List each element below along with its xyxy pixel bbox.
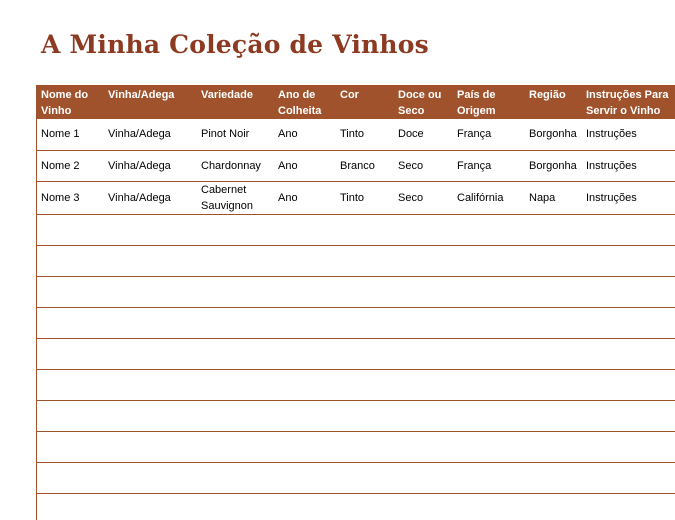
table-cell[interactable]: Tinto	[340, 191, 365, 204]
empty-table-row[interactable]	[37, 462, 675, 493]
table-cell[interactable]: Nome 2	[41, 159, 80, 172]
header-vineyard: Vinha/Adega	[108, 89, 175, 101]
table-cell[interactable]: Vinha/Adega	[108, 128, 171, 141]
table-cell[interactable]: Instruções	[586, 191, 637, 204]
table-cell[interactable]: França	[457, 128, 492, 141]
table-cell[interactable]: Nome 1	[41, 128, 80, 141]
header-row	[37, 85, 675, 119]
header-vintage-year: Ano de Colheita	[278, 89, 322, 117]
table-cell[interactable]: Pinot Noir	[201, 128, 250, 141]
table-row	[37, 150, 675, 181]
header-region: Região	[529, 89, 566, 101]
header-variety: Variedade	[201, 89, 253, 101]
table-row	[37, 181, 675, 214]
table-cell[interactable]: Seco	[398, 159, 424, 172]
empty-table-row[interactable]	[37, 245, 675, 276]
table-cell[interactable]: Tinto	[340, 128, 365, 141]
table-cell[interactable]: Califórnia	[457, 191, 504, 204]
empty-table-row[interactable]	[37, 276, 675, 307]
page-title: A Minha Coleção de Vinhos	[41, 30, 429, 59]
empty-table-row[interactable]	[37, 214, 675, 245]
table-row	[37, 119, 675, 150]
header-country: País de Origem	[457, 89, 496, 117]
table-cell[interactable]: Cabernet Sauvignon	[201, 183, 253, 212]
table-cell[interactable]: Instruções	[586, 128, 637, 141]
empty-table-row[interactable]	[37, 369, 675, 400]
table-cell[interactable]: Seco	[398, 191, 424, 204]
table-cell[interactable]: Nome 3	[41, 191, 80, 204]
table-cell[interactable]: Doce	[398, 128, 424, 141]
table-cell[interactable]: Napa	[529, 191, 556, 204]
table-cell[interactable]: Borgonha	[529, 159, 577, 172]
table-cell[interactable]: Vinha/Adega	[108, 159, 171, 172]
table-cell[interactable]: Vinha/Adega	[108, 191, 171, 204]
empty-table-row[interactable]	[37, 493, 675, 520]
header-wine-name: Nome do Vinho	[41, 89, 89, 117]
empty-table-row[interactable]	[37, 307, 675, 338]
wine-table	[37, 85, 675, 520]
table-cell[interactable]: Ano	[278, 191, 298, 204]
table-cell[interactable]: Branco	[340, 159, 375, 172]
header-serving-instructions: Instruções Para Servir o Vinho	[586, 89, 669, 117]
table-cell[interactable]: Instruções	[586, 159, 637, 172]
wine-table-container	[36, 85, 675, 520]
header-color: Cor	[340, 89, 359, 101]
table-cell[interactable]: Borgonha	[529, 128, 577, 141]
table-cell[interactable]: Chardonnay	[201, 159, 261, 172]
empty-table-row[interactable]	[37, 400, 675, 431]
table-cell[interactable]: Ano	[278, 128, 298, 141]
empty-table-row[interactable]	[37, 338, 675, 369]
table-cell[interactable]: Ano	[278, 159, 298, 172]
empty-table-row[interactable]	[37, 431, 675, 462]
header-sweet-or-dry: Doce ou Seco	[398, 89, 442, 117]
table-cell[interactable]: França	[457, 159, 492, 172]
